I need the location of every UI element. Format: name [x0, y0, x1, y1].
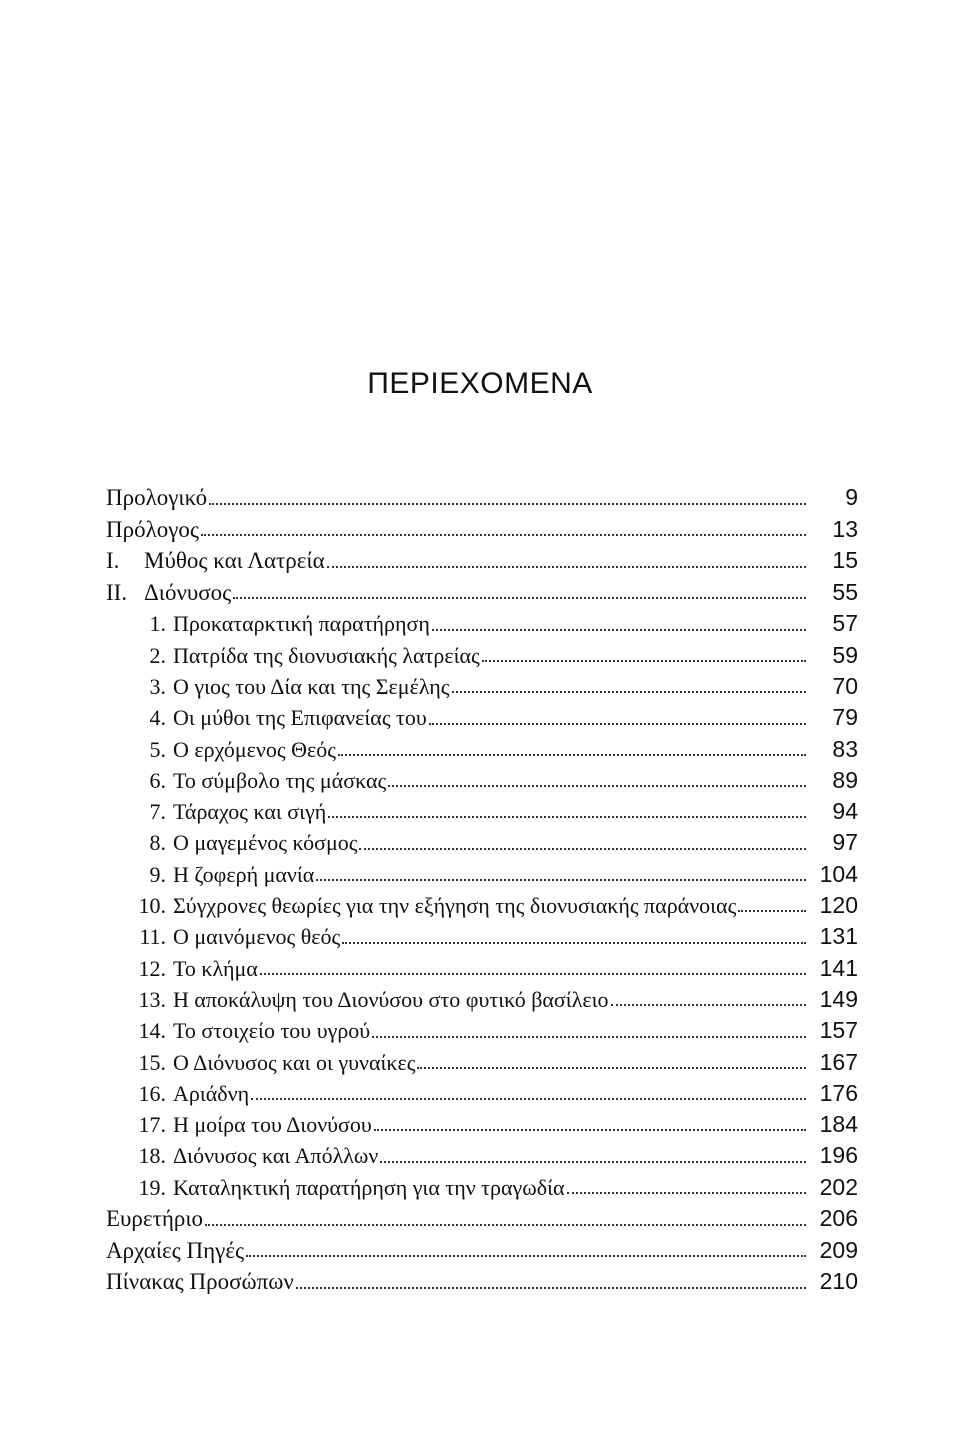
toc-entry: [106, 1266, 858, 1298]
toc-entry-page-number: 141: [819, 954, 858, 981]
toc-entry-label: Καταληκτική παρατήρηση για την τραγωδία: [173, 1174, 565, 1200]
toc-entry-number: 8.: [149, 830, 166, 856]
toc-entry-page-number: 83: [832, 735, 858, 762]
dot-leader: [327, 565, 806, 568]
toc-entry: [106, 953, 858, 984]
table-of-contents: [106, 482, 858, 1298]
toc-entry-page-number: 59: [832, 641, 858, 668]
dot-leader: [342, 941, 806, 944]
toc-entry-page-number: 131: [819, 923, 858, 950]
toc-entry: [106, 514, 858, 546]
toc-entry: [106, 1235, 858, 1267]
toc-entry-page-number: 196: [819, 1142, 858, 1169]
toc-entry-number: 5.: [149, 736, 166, 762]
dot-leader: [372, 1035, 806, 1038]
toc-entry-number: 18.: [138, 1143, 166, 1169]
toc-entry-page-number: 97: [832, 829, 858, 856]
toc-entry: [106, 482, 858, 514]
toc-entry-page-number: 176: [819, 1079, 858, 1106]
toc-entry-page-number: 157: [819, 1017, 858, 1044]
toc-entry-number: I.: [106, 548, 120, 574]
toc-entry: [106, 1140, 858, 1171]
toc-entry-label: Η μοίρα του Διονύσου: [173, 1112, 372, 1138]
dot-leader: [567, 1191, 806, 1194]
dot-leader: [296, 1286, 806, 1289]
toc-entry-page-number: 120: [819, 892, 858, 919]
toc-entry: [106, 608, 858, 639]
toc-entry-number: 16.: [138, 1080, 166, 1106]
dot-leader: [338, 753, 806, 756]
dot-leader: [328, 815, 806, 818]
toc-entry: [106, 765, 858, 796]
toc-entry: [106, 890, 858, 921]
toc-entry-page-number: 79: [832, 704, 858, 731]
toc-entry-number: 12.: [138, 955, 166, 981]
toc-entry: [106, 1047, 858, 1078]
toc-entry-label: Πίνακας Προσώπων: [106, 1269, 294, 1295]
dot-leader: [251, 1097, 806, 1100]
page-title: ΠΕΡΙΕΧΟΜΕΝΑ: [367, 367, 593, 400]
toc-entry-number: 19.: [138, 1174, 166, 1200]
toc-entry-page-number: 149: [819, 985, 858, 1012]
toc-entry-page-number: 13: [832, 515, 858, 542]
toc-entry-number: 4.: [149, 705, 166, 731]
toc-entry-page-number: 209: [819, 1236, 858, 1263]
toc-entry-page-number: 15: [832, 547, 858, 574]
dot-leader: [417, 1066, 806, 1069]
toc-entry-number: 17.: [138, 1112, 166, 1138]
toc-entry-label: Οι μύθοι της Επιφανείας του: [173, 705, 427, 731]
dot-leader: [611, 1003, 806, 1006]
dot-leader: [374, 1128, 806, 1131]
toc-entry-number: II.: [106, 579, 128, 605]
toc-entry-number: 7.: [149, 799, 166, 825]
dot-leader: [432, 628, 806, 631]
toc-entry-number: 11.: [139, 924, 166, 950]
dot-leader: [246, 1254, 806, 1257]
toc-entry: [106, 1078, 858, 1109]
toc-entry: [106, 1109, 858, 1140]
toc-entry-label: Σύγχρονες θεωρίες για την εξήγηση της διονυσιακής παράνοιας: [173, 893, 737, 919]
toc-entry-page-number: 202: [819, 1173, 858, 1200]
toc-entry-label: Ευρετήριο: [106, 1206, 204, 1232]
dot-leader: [209, 502, 806, 505]
toc-entry-page-number: 9: [845, 484, 858, 510]
toc-entry-page-number: 57: [832, 610, 858, 637]
toc-entry: [106, 702, 858, 733]
toc-entry-label: Ο ερχόμενος Θεός: [173, 736, 336, 762]
toc-entry-page-number: 210: [819, 1268, 858, 1295]
toc-entry: [106, 545, 858, 577]
toc-entry-label: Ο Διόνυσος και οι γυναίκες: [173, 1049, 416, 1075]
toc-entry: [106, 859, 858, 890]
toc-entry: [106, 1015, 858, 1046]
toc-entry-number: 10.: [138, 893, 166, 919]
toc-entry: [106, 827, 858, 858]
toc-entry-label: Πατρίδα της διονυσιακής λατρείας: [173, 642, 480, 668]
toc-entry-label: Ο γιος του Δία και της Σεμέλης: [173, 673, 450, 699]
toc-entry-label: Η αποκάλυψη του Διονύσου στο φυτικό βασίλειο: [173, 986, 609, 1012]
toc-entry-label: Το στοιχείο του υγρού: [173, 1018, 371, 1044]
toc-entry: [106, 734, 858, 765]
toc-entry-number: 1.: [149, 611, 166, 637]
toc-entry: [106, 1172, 858, 1203]
toc-entry: [106, 671, 858, 702]
dot-leader: [316, 878, 806, 881]
toc-entry-label: Η ζοφερή μανία: [173, 861, 315, 887]
dot-leader: [738, 909, 806, 912]
toc-entry-number: 2.: [149, 642, 166, 668]
dot-leader: [452, 690, 806, 693]
toc-entry-page-number: 167: [819, 1048, 858, 1075]
toc-entry: [106, 921, 858, 952]
toc-entry-page-number: 184: [819, 1111, 858, 1138]
toc-entry-label: Προλογικό: [106, 485, 208, 510]
toc-entry-label: Ο μαινόμενος θεός: [173, 924, 341, 950]
toc-entry-label: Το κλήμα: [173, 955, 258, 981]
toc-entry-page-number: 70: [832, 672, 858, 699]
toc-entry: [106, 796, 858, 827]
toc-entry-number: 6.: [149, 767, 166, 793]
toc-entry-page-number: 206: [819, 1205, 858, 1232]
toc-entry-label: Ο μαγεμένος κόσμος: [173, 830, 358, 856]
toc-entry-label: Πρόλογος: [106, 516, 200, 542]
toc-entry-number: 15.: [138, 1049, 166, 1075]
dot-leader: [260, 972, 806, 975]
dot-leader: [201, 533, 806, 536]
toc-entry-page-number: 104: [819, 860, 858, 887]
dot-leader: [380, 1160, 806, 1163]
toc-entry: [106, 577, 858, 609]
dot-leader: [388, 784, 806, 787]
dot-leader: [205, 1223, 806, 1226]
toc-entry-label: Αριάδνη: [173, 1080, 250, 1106]
toc-entry: [106, 640, 858, 671]
toc-entry-label: Αρχαίες Πηγές: [106, 1237, 245, 1263]
dot-leader: [359, 847, 806, 850]
toc-entry-label: Τάραχος και σιγή: [173, 799, 327, 825]
dot-leader: [429, 722, 806, 725]
dot-leader: [482, 659, 806, 662]
toc-entry-number: 14.: [138, 1018, 166, 1044]
toc-entry-label: Μύθος και Λατρεία: [144, 548, 325, 574]
toc-entry-label: Διόνυσος: [144, 579, 232, 605]
toc-entry: [106, 1203, 858, 1235]
toc-entry-number: 13.: [138, 986, 166, 1012]
toc-entry: [106, 984, 858, 1015]
toc-entry-page-number: 89: [832, 766, 858, 793]
toc-entry-label: Το σύμβολο της μάσκας: [173, 767, 387, 793]
toc-entry-label: Διόνυσος και Απόλλων: [173, 1143, 379, 1169]
toc-entry-page-number: 94: [832, 798, 858, 825]
toc-entry-page-number: 55: [832, 578, 858, 605]
dot-leader: [233, 596, 806, 599]
toc-entry-number: 3.: [149, 673, 166, 699]
toc-entry-number: 9.: [149, 861, 166, 887]
toc-entry-label: Προκαταρκτική παρατήρηση: [173, 611, 430, 637]
